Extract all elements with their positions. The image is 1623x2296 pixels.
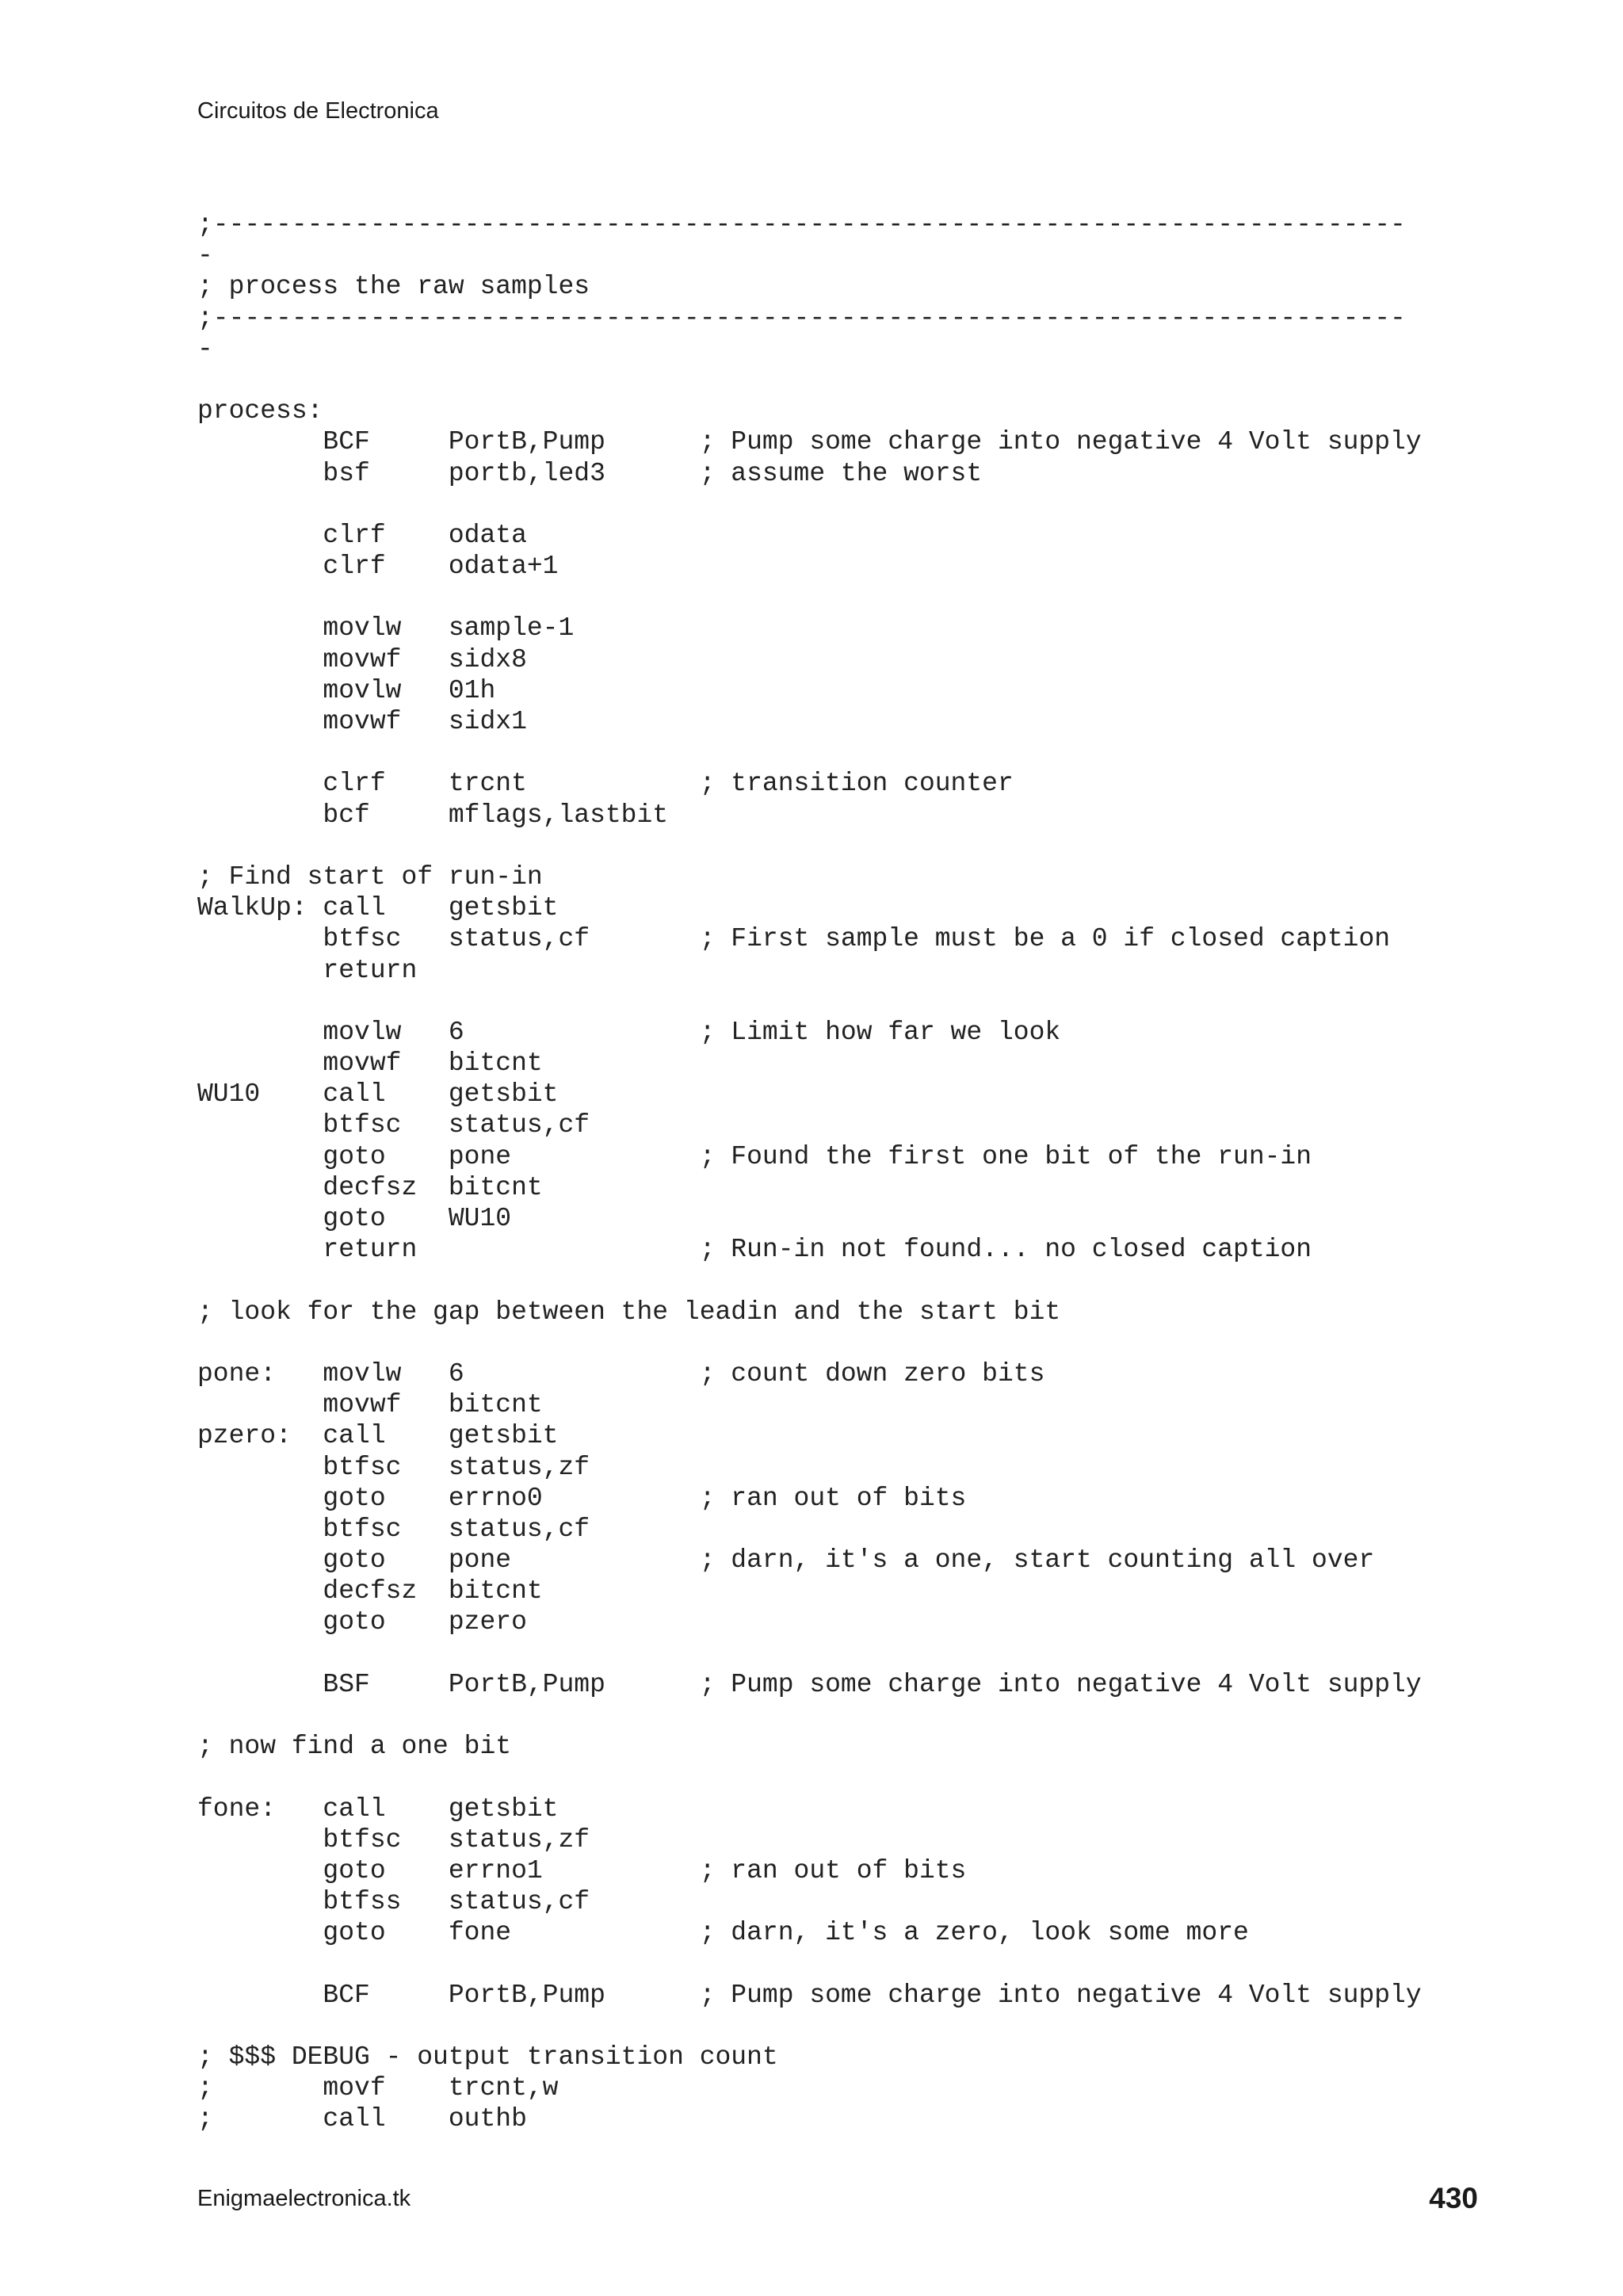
page-header-title: Circuitos de Electronica	[197, 98, 439, 124]
code-line: btfsc status,zf	[197, 1824, 590, 1855]
code-line: ; call outhb	[197, 2104, 527, 2134]
code-line: BCF PortB,Pump ; Pump some charge into negative 4 Volt supply	[197, 1980, 1422, 2010]
code-line: clrf trcnt ; transition counter	[197, 769, 1014, 799]
code-line	[197, 1949, 1422, 1980]
code-line: movlw 6 ; Limit how far we look	[197, 1017, 1061, 1047]
code-listing	[197, 209, 1422, 2135]
code-line: goto errno1 ; ran out of bits	[197, 1855, 967, 1885]
code-line	[197, 737, 1422, 768]
code-line	[197, 489, 1422, 520]
code-line	[197, 582, 1422, 613]
code-line: ; movf trcnt,w	[197, 2073, 559, 2103]
code-line: goto pone ; Found the first one bit of the run-in	[197, 1141, 1312, 1171]
code-line: movlw 01h	[197, 675, 496, 705]
code-line: pone: movlw 6 ; count down zero bits	[197, 1358, 1045, 1389]
code-line: return ; Run-in not found... no closed caption	[197, 1235, 1312, 1265]
code-line: movwf sidx1	[197, 707, 527, 736]
code-line: ; $$$ DEBUG - output transition count	[197, 2042, 778, 2073]
code-line: movlw sample-1	[197, 613, 575, 644]
code-line: WU10 call getsbit	[197, 1079, 559, 1110]
code-line: ; Find start of run-in	[197, 861, 543, 892]
code-line: ; now find a one bit	[197, 1732, 512, 1762]
code-line: clrf odata	[197, 520, 527, 550]
code-line: decfsz bitcnt	[197, 1576, 543, 1606]
code-line: btfsc status,cf	[197, 1110, 590, 1140]
code-line: bsf portb,led3 ; assume the worst	[197, 458, 983, 488]
code-line	[197, 2011, 1422, 2042]
code-line: BSF PortB,Pump ; Pump some charge into negative 4 Volt supply	[197, 1669, 1422, 1699]
code-line	[197, 831, 1422, 861]
code-line: btfsc status,cf	[197, 1514, 590, 1544]
code-line: goto errno0 ; ran out of bits	[197, 1483, 967, 1513]
code-line: movwf bitcnt	[197, 1049, 543, 1079]
code-line: decfsz bitcnt	[197, 1172, 543, 1202]
code-line: -	[197, 241, 213, 271]
code-line: movwf bitcnt	[197, 1390, 543, 1420]
code-line: -	[197, 334, 213, 364]
page-number: 430	[1429, 2182, 1478, 2214]
code-line	[197, 986, 1422, 1017]
code-line: goto WU10	[197, 1204, 512, 1233]
code-line	[197, 365, 1422, 395]
code-line: movwf sidx8	[197, 644, 527, 674]
code-line: goto pzero	[197, 1607, 527, 1637]
code-line	[197, 1265, 1422, 1296]
code-line: ; look for the gap between the leadin and the start bit	[197, 1297, 1061, 1327]
code-line: BCF PortB,Pump ; Pump some charge into negative 4 Volt supply	[197, 427, 1422, 457]
code-line	[197, 1762, 1422, 1793]
code-line: goto pone ; darn, it's a one, start counting all over	[197, 1545, 1375, 1576]
code-line: fone: call getsbit	[197, 1794, 559, 1824]
code-line: ; process the raw samples	[197, 272, 590, 302]
code-line: goto fone ; darn, it's a zero, look some more	[197, 1918, 1249, 1948]
code-line: clrf odata+1	[197, 552, 559, 582]
code-line: btfsc status,zf	[197, 1452, 590, 1482]
code-line: btfss status,cf	[197, 1887, 590, 1917]
footer-site-name: Enigmaelectronica.tk	[197, 2186, 411, 2211]
code-line: btfsc status,cf ; First sample must be a 0 if closed caption	[197, 924, 1391, 954]
code-line: return	[197, 955, 418, 985]
code-line: ;----------------------------------------------------------------------------	[197, 303, 1406, 333]
code-line: process:	[197, 396, 323, 426]
code-line: ;----------------------------------------------------------------------------	[197, 210, 1406, 239]
code-line	[197, 1638, 1422, 1669]
code-line: pzero: call getsbit	[197, 1421, 559, 1451]
code-line	[197, 1700, 1422, 1731]
code-line	[197, 1328, 1422, 1358]
code-line: bcf mflags,lastbit	[197, 800, 669, 830]
code-line: WalkUp: call getsbit	[197, 893, 559, 923]
